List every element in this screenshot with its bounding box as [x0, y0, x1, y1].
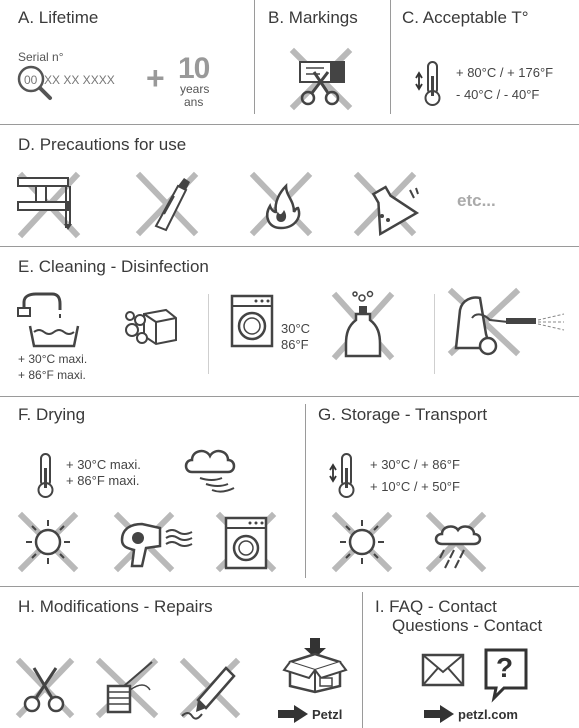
hair-dryer-prohibited-icon: [112, 510, 196, 574]
divider-h-i: [362, 592, 363, 728]
air-dry-icon: [182, 442, 242, 494]
cutter-prohibited-icon: [134, 172, 200, 236]
serial-mask: XX XX XXXX: [44, 73, 115, 87]
cleaning-separator-1: [208, 294, 209, 374]
section-c-title: C. Acceptable T°: [402, 8, 529, 27]
pressure-washer-prohibited-icon: [446, 286, 566, 358]
tap-water-icon: [16, 292, 82, 350]
section-g-title: G. Storage - Transport: [318, 405, 488, 424]
divider-row4: [0, 586, 579, 587]
lifetime-years-word-fr: ans: [184, 95, 204, 109]
envelope-icon: [422, 654, 464, 686]
section-h-title: H. Modifications - Repairs: [18, 597, 213, 616]
storage-temp-max: + 30°C / + 86°F: [370, 457, 460, 472]
divider-row3: [0, 396, 579, 397]
divider-row2: [0, 246, 579, 247]
machine-wash-fahrenheit: 86°F: [281, 337, 309, 352]
machine-wash-celsius: 30°C: [281, 321, 311, 336]
tumble-dryer-prohibited-icon: [214, 510, 278, 574]
chemicals-prohibited-icon: [352, 172, 422, 236]
divider-b-c: [390, 0, 391, 114]
sun-prohibited-icon: [16, 510, 80, 574]
water-temp-celsius: + 30°C maxi.: [18, 352, 88, 366]
arrow-right-icon: [424, 705, 454, 723]
temp-range-max: + 80°C / + 176°F: [456, 65, 554, 80]
lifetime-years-number: 10: [178, 52, 210, 85]
cleaning-separator-2: [434, 294, 435, 374]
section-i-title-line2: Questions - Contact: [392, 616, 543, 635]
sewing-prohibited-icon: [94, 656, 166, 720]
drying-temp-celsius: + 30°C maxi.: [66, 457, 141, 472]
divider-a-b: [254, 0, 255, 114]
marker-prohibited-icon: [178, 656, 244, 720]
serial-label: Serial n°: [18, 50, 64, 64]
return-box-icon: [284, 636, 346, 694]
etc-label: etc...: [457, 191, 496, 210]
thermometer-icon: [416, 60, 446, 108]
temp-range-min: - 40°C / - 40°F: [456, 87, 540, 102]
detergent-prohibited-icon: [330, 290, 396, 362]
scissors-prohibited-icon: [14, 656, 76, 720]
website-link[interactable]: petzl.com: [458, 707, 518, 722]
storage-temp-min: + 10°C / + 50°F: [370, 479, 460, 494]
drying-temp-fahrenheit: + 86°F maxi.: [66, 473, 140, 488]
soap-icon: [122, 306, 178, 346]
section-d-title: D. Precautions for use: [18, 135, 187, 154]
engraving-prohibited-icon: [290, 48, 354, 110]
divider-f-g: [305, 404, 306, 578]
question-mark: ?: [496, 652, 514, 683]
sun-prohibited-icon: [330, 510, 394, 574]
plus-sign: +: [146, 60, 165, 96]
section-i-title-line1: I. FAQ - Contact: [375, 597, 497, 616]
section-a-title: A. Lifetime: [18, 8, 99, 27]
section-f-title: F. Drying: [18, 405, 86, 424]
section-e-title: E. Cleaning - Disinfection: [18, 257, 209, 276]
water-temp-fahrenheit: + 86°F maxi.: [18, 368, 86, 382]
section-b-title: B. Markings: [268, 8, 358, 27]
thermometer-icon: [36, 452, 56, 498]
thermometer-icon: [330, 452, 360, 500]
lifetime-years-word: years: [180, 82, 210, 96]
rain-prohibited-icon: [424, 510, 488, 574]
sharp-edge-prohibited-icon: [14, 172, 84, 238]
arrow-right-icon: [278, 705, 308, 723]
washing-machine-icon: [230, 294, 274, 348]
serial-prefix: 00: [24, 73, 38, 87]
petzl-label: Petzl: [312, 707, 343, 722]
fire-prohibited-icon: [248, 172, 314, 236]
divider-row1: [0, 124, 579, 125]
